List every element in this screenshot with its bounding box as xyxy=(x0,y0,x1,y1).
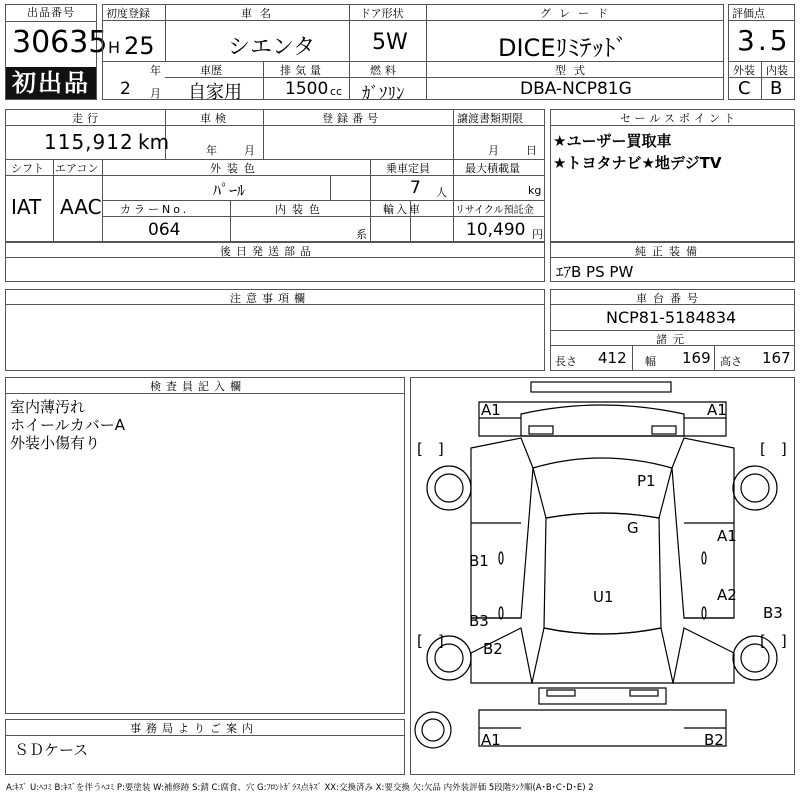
car-diagram xyxy=(411,378,794,774)
sales-points-box xyxy=(550,109,795,242)
grade-value: DICEﾘﾐﾃｯﾄﾞ xyxy=(498,34,628,62)
transfer-month-unit: 月 xyxy=(488,144,499,157)
exterior-rating-label: 外装 xyxy=(733,64,755,77)
genuine-equipment-value: ｴｱB PS PW xyxy=(556,263,634,281)
office-value: ＳＤケース xyxy=(14,741,89,759)
lot-label: 出品番号 xyxy=(6,5,96,22)
interior-rating-label: 内装 xyxy=(766,64,788,77)
later-parts-label: 後日発送部品 xyxy=(220,245,316,258)
model-code-label: 型式 xyxy=(555,64,593,77)
damage-mark: B1 xyxy=(469,552,489,570)
lot-number: 30635 xyxy=(12,25,108,60)
car-diagram-box xyxy=(410,377,795,775)
inspector-line: 室内薄汚れ xyxy=(10,398,86,416)
bracket-mark: [ ] xyxy=(417,632,444,650)
history-value: 自家用 xyxy=(188,82,242,103)
inspector-line: 外装小傷有り xyxy=(10,434,101,452)
damage-mark: U1 xyxy=(593,588,614,606)
sales-point-line: ★トヨタナビ★地デジTV xyxy=(553,154,722,172)
genuine-equipment-label: 純正装備 xyxy=(635,245,703,258)
bracket-mark: [ ] xyxy=(417,440,444,458)
exterior-color-label: 外装色 xyxy=(210,162,261,175)
chassis-value: NCP81-5184834 xyxy=(606,308,737,327)
mileage-label: 走行 xyxy=(72,112,102,125)
lot-box xyxy=(5,4,108,100)
recycle-unit: 円 xyxy=(532,228,543,241)
car-name-label: 車名 xyxy=(241,7,279,20)
fuel-label: 燃料 xyxy=(370,64,400,77)
chassis-label: 車台番号 xyxy=(636,292,704,305)
damage-mark: G xyxy=(627,519,639,537)
width-value: 169 xyxy=(682,349,711,367)
car-name-value: シエンタ xyxy=(228,35,316,60)
bracket-mark: [ ] xyxy=(760,632,787,650)
sales-points-label: セールスポイント xyxy=(620,112,740,125)
height-label: 高さ xyxy=(720,355,742,368)
length-label: 長さ xyxy=(555,355,577,368)
model-code-value: DBA-NCP81G xyxy=(520,79,632,99)
bracket-mark: [ ] xyxy=(760,440,787,458)
inspection-month-unit: 月 xyxy=(244,144,255,157)
inspection-year-unit: 年 xyxy=(206,144,217,157)
interior-rating: B xyxy=(770,78,783,99)
office-label: 事務局よりご案内 xyxy=(130,722,258,735)
door-value: 5W xyxy=(372,30,408,55)
registration-year: 25 xyxy=(124,32,155,60)
interior-color-label: 内装色 xyxy=(275,203,326,216)
dimensions-label: 諸元 xyxy=(656,333,690,346)
inspector-label: 検査員記入欄 xyxy=(150,380,246,393)
max-load-unit: kg xyxy=(528,184,542,197)
sales-point-line: ★ユーザー買取車 xyxy=(553,132,672,150)
shift-value: IAT xyxy=(11,195,42,219)
exterior-color-value: ﾊﾟｰﾙ xyxy=(213,181,246,200)
grade-label: グレード xyxy=(540,7,616,20)
damage-mark: P1 xyxy=(637,472,656,490)
rating-label: 評価点 xyxy=(732,7,765,20)
color-no-label: カラーNo. xyxy=(120,203,190,216)
fuel-value: ｶﾞｿﾘﾝ xyxy=(362,84,405,104)
import-label: 輸入車 xyxy=(383,203,422,216)
shift-label: シフト xyxy=(11,162,44,175)
capacity-value: 7 xyxy=(410,178,421,198)
damage-mark: B2 xyxy=(483,640,503,658)
damage-mark: A1 xyxy=(717,527,737,545)
damage-mark: A1 xyxy=(707,401,727,419)
interior-color-unit: 系 xyxy=(356,228,367,241)
recycle-value: 10,490 xyxy=(466,220,526,240)
displacement-label: 排気量 xyxy=(280,64,325,77)
reg-number-label: 登録番号 xyxy=(322,112,382,125)
height-value: 167 xyxy=(762,349,791,367)
transfer-day-unit: 日 xyxy=(526,144,537,157)
damage-mark: B2 xyxy=(704,731,724,749)
registration-year-unit: 年 xyxy=(150,64,161,77)
capacity-unit: 人 xyxy=(436,186,447,199)
mileage-value: 115,912 xyxy=(44,130,134,154)
inspection-label: 車検 xyxy=(200,112,230,125)
length-value: 412 xyxy=(598,349,627,367)
registration-month: 2 xyxy=(120,79,131,99)
color-no-value: 064 xyxy=(148,220,181,240)
transfer-doc-label: 譲渡書類期限 xyxy=(457,112,523,125)
notes-label: 注意事項欄 xyxy=(230,292,310,305)
mileage-unit: km xyxy=(138,130,170,154)
damage-mark: A1 xyxy=(481,401,501,419)
damage-mark: A2 xyxy=(717,586,737,604)
registration-era: H xyxy=(108,38,121,57)
width-label: 幅 xyxy=(645,355,656,368)
displacement-unit: cc xyxy=(330,85,343,98)
history-label: 車歴 xyxy=(200,64,222,77)
door-label: ドア形状 xyxy=(360,7,404,20)
aircon-label: エアコン xyxy=(55,162,99,175)
damage-mark: A1 xyxy=(481,731,501,749)
registration-month-unit: 月 xyxy=(150,87,161,100)
max-load-label: 最大積載量 xyxy=(465,162,520,175)
registration-label: 初度登録 xyxy=(106,7,150,20)
first-listing-badge: 初出品 xyxy=(6,67,96,99)
aircon-value: AAC xyxy=(60,195,102,219)
displacement-value: 1500 xyxy=(285,79,329,99)
damage-mark: B3 xyxy=(469,612,489,630)
recycle-label: リサイクル預託金 xyxy=(455,205,534,216)
rating-score: 3.5 xyxy=(737,24,791,57)
capacity-label: 乗車定員 xyxy=(386,162,430,175)
legend: A:ｷｽﾞ U:ﾍｺﾐ B:ｷｽﾞを伴うﾍｺﾐ P:要塗装 W:補修跡 S:錆 C:腐食、穴 G:ﾌﾛﾝﾄｶﾞﾗｽ点ｷｽﾞ XX:交換済み X:要交換 欠:欠品 内外装評価 5段階ﾗﾝｸ順(A･B･C･D･E) 2 xyxy=(6,783,594,793)
damage-mark: B3 xyxy=(763,604,783,622)
inspector-line: ホイールカバーA xyxy=(10,416,125,434)
exterior-rating: C xyxy=(738,78,751,99)
